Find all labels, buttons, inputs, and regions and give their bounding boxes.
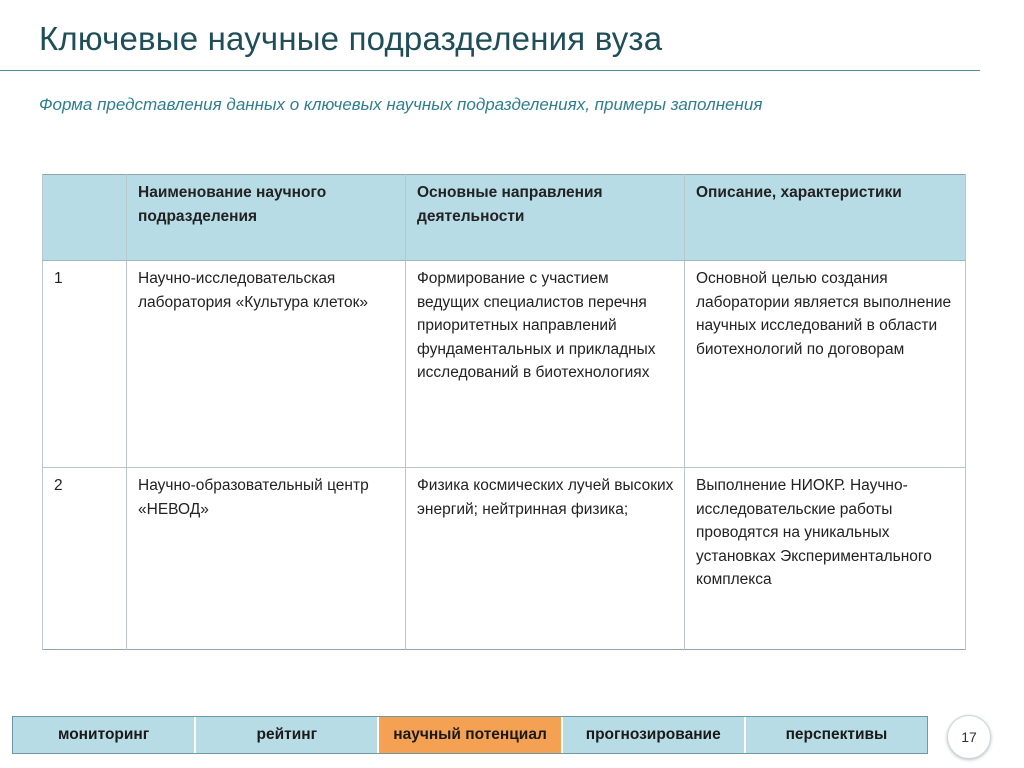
table-row <box>43 468 966 650</box>
nav-item-forecasting[interactable]: прогнозирование <box>563 717 746 753</box>
cell-description: Основной целью создания лаборатории является выполнение научных исследований в области биотехнологий по договорам <box>685 261 966 468</box>
page-title: Ключевые научные подразделения вуза <box>39 20 663 57</box>
header-number <box>43 175 127 261</box>
cell-number: 1 <box>43 261 127 468</box>
cell-directions: Формирование с участием ведущих специалистов перечня приоритетных направлений фундаментальных и прикладных исследований в биотехнологиях <box>406 261 685 468</box>
header-directions: Основные направления деятельности <box>406 175 685 261</box>
cell-unit-name: Научно-исследовательская лаборатория «Культура клеток» <box>127 261 406 468</box>
cell-number: 2 <box>43 468 127 650</box>
nav-item-prospects[interactable]: перспективы <box>746 717 927 753</box>
nav-item-rating[interactable]: рейтинг <box>196 717 379 753</box>
nav-item-scientific-potential[interactable]: научный потенциал <box>379 717 562 753</box>
header-description: Описание, характеристики <box>685 175 966 261</box>
units-table <box>42 174 966 650</box>
bottom-nav <box>12 716 928 754</box>
header-unit-name: Наименование научного подразделения <box>127 175 406 261</box>
table-header-row <box>43 175 966 261</box>
cell-directions: Физика космических лучей высоких энергий; нейтринная физика; <box>406 468 685 650</box>
table-row <box>43 261 966 468</box>
page-subtitle: Форма представления данных о ключевых научных подразделениях, примеры заполнения <box>39 95 763 114</box>
title-divider <box>0 70 980 71</box>
page-number-badge: 17 <box>947 715 991 759</box>
cell-description: Выполнение НИОКР. Научно-исследовательские работы проводятся на уникальных установках Экспериментального комплекса <box>685 468 966 650</box>
cell-unit-name: Научно-образовательный центр «НЕВОД» <box>127 468 406 650</box>
nav-item-monitoring[interactable]: мониторинг <box>13 717 196 753</box>
